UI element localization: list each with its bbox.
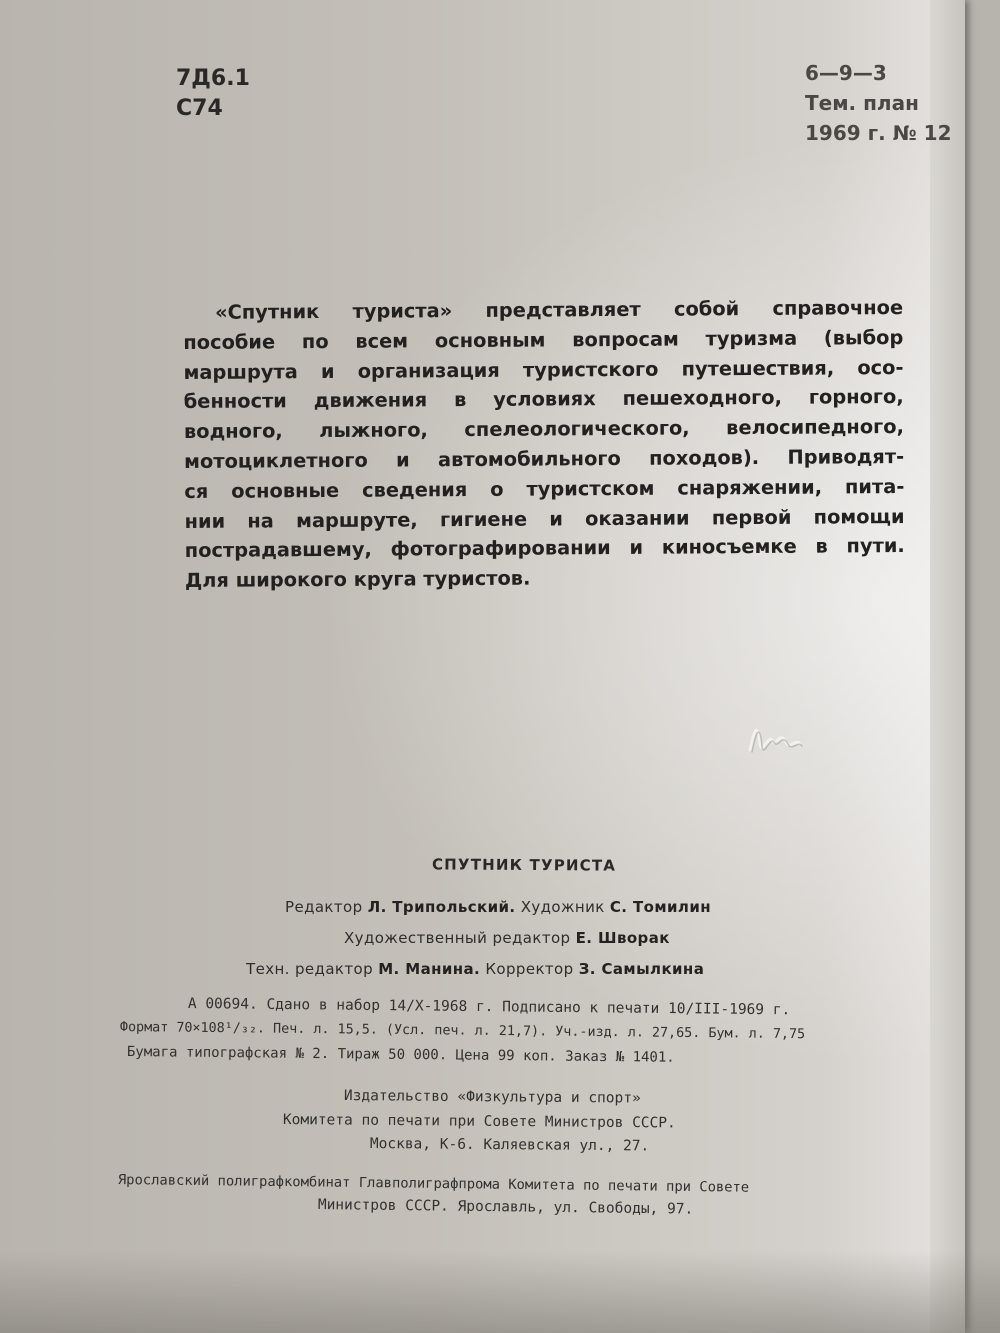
abstract-line: нии на маршруте, гигиене и оказании первой помощи bbox=[184, 504, 905, 533]
art-editor-name: Е. Шворак bbox=[575, 929, 670, 947]
tech-editor-label: Техн. редактор bbox=[246, 960, 374, 978]
plan-index: 6—9—3 bbox=[805, 61, 887, 85]
printer-line: Ярославский полиграфкомбинат Главполиграфпрома Комитета по печати при Совете bbox=[117, 1172, 750, 1196]
abstract-line: водного, лыжного, спелеологического, велосипедного, bbox=[183, 415, 904, 444]
plan-label: Тем. план bbox=[805, 91, 919, 115]
plan-block bbox=[805, 58, 952, 148]
imprint-line: Формат 70×108¹/₃₂. Печ. л. 15,5. (Усл. печ. л. 21,7). Уч.-изд. л. 27,65. Бум. л. 7,75 bbox=[119, 1020, 806, 1043]
abstract-line: маршрута и организация туристского путешествия, осо- bbox=[183, 355, 904, 384]
credits-art-editor-line bbox=[344, 929, 670, 947]
handwritten-mark bbox=[740, 700, 810, 770]
publisher-line: Москва, К-6. Каляевская ул., 27. bbox=[369, 1136, 650, 1155]
imprint-line: Бумага типографская № 2. Тираж 50 000. Цена 99 коп. Заказ № 1401. bbox=[126, 1044, 675, 1066]
editor-label: Редактор bbox=[285, 898, 363, 916]
udk-code: 7Д6.1 bbox=[176, 66, 250, 91]
printer-line: Министров СССР. Ярославль, ул. Свободы, 97. bbox=[317, 1197, 694, 1218]
proofreader-label: Корректор bbox=[485, 960, 574, 978]
abstract-line: «Спутник туриста» представляет собой справочное bbox=[215, 295, 904, 324]
abstract-paragraph bbox=[183, 293, 905, 596]
classification-block bbox=[176, 64, 250, 124]
colophon-title: СПУТНИК ТУРИСТА bbox=[431, 855, 617, 875]
imprint-line: А 00694. Сдано в набор 14/X-1968 г. Подписано к печати 10/III-1969 г. bbox=[187, 996, 791, 1019]
artist-label: Художник bbox=[520, 898, 605, 916]
bottom-shadow bbox=[0, 1250, 1000, 1333]
abstract-line: пособие по всем основным вопросам туризма (выбор bbox=[183, 325, 904, 354]
tech-editor-name: М. Манина. bbox=[378, 960, 481, 978]
art-editor-label: Художественный редактор bbox=[344, 929, 571, 947]
abstract-line: пострадавшему, фотографировании и киносъемке в пути. bbox=[184, 534, 905, 563]
credits-editor-line bbox=[285, 898, 711, 916]
publisher-line: Комитета по печати при Совете Министров СССР. bbox=[282, 1112, 676, 1132]
abstract-line: ся основные сведения о туристском снаряжении, пита- bbox=[184, 474, 905, 503]
publisher-line: Издательство «Физкультура и спорт» bbox=[343, 1088, 641, 1107]
abstract-line: бенности движения в условиях пешеходного, горного, bbox=[183, 385, 904, 414]
plan-year: 1969 г. № 12 bbox=[805, 121, 952, 145]
editor-name: Л. Трипольский. bbox=[367, 898, 516, 916]
page-edge bbox=[930, 0, 965, 1333]
credits-tech-editor-line bbox=[246, 960, 704, 978]
artist-name: С. Томилин bbox=[609, 898, 711, 916]
proofreader-name: З. Самылкина bbox=[578, 960, 705, 978]
abstract-line: Для широкого круга туристов. bbox=[184, 566, 531, 593]
author-mark: С74 bbox=[176, 96, 223, 121]
abstract-line: мотоциклетного и автомобильного походов). Приводят- bbox=[184, 444, 905, 473]
